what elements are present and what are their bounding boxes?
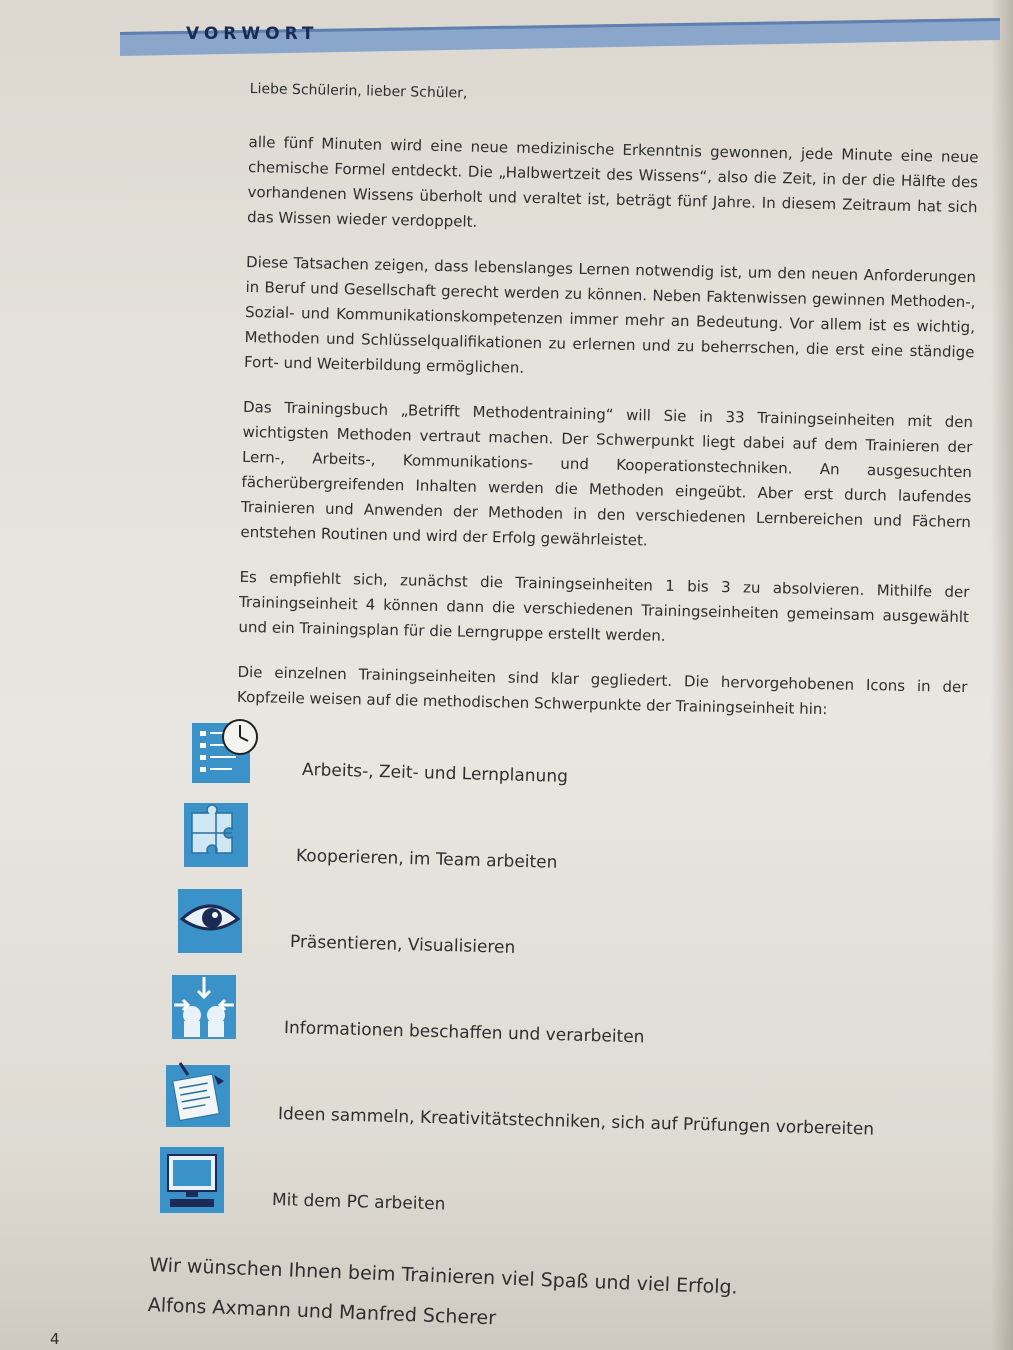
closing-block (147, 1250, 738, 1350)
page-edge-shadow (991, 0, 1013, 1350)
icon-label-planning: Arbeits-, Zeit- und Lernplanung (301, 760, 569, 787)
section-title: VORWORT (186, 24, 319, 44)
paragraph-2: Diese Tatsachen zeigen, dass lebenslanges Lernen notwendig ist, um den neuen Anforderungen in Beruf und Gesellschaft gerecht werden zu können. Neben Faktenwissen gewinnen Methoden-, Sozial- und Kommunikationskompetenzen immer mehr an Bedeutung. Vor allem ist es wichtig, Methoden und Schlüsselqualifikationen zu erlernen und zu beherrschen, die erst eine ständige Fort- und Weiterbildung ermöglichen. (243, 252, 977, 377)
eye-icon (178, 889, 242, 951)
icon-label-team: Kooperieren, im Team arbeiten (295, 846, 558, 873)
salutation: Liebe Schülerin, lieber Schüler, (249, 80, 468, 102)
arrows-heads-icon (172, 975, 236, 1037)
notes-pen-icon (166, 1061, 230, 1123)
paragraph-4: Es empfiehlt sich, zunächst die Trainingseinheiten 1 bis 3 zu absolvieren. Mithilfe der Trainingseinheit 4 können dann die verschiedenen Trainingseinheiten gemeinsam ausgewählt und ein Trainingsplan für die Lerngruppe erstellt werden. (238, 567, 970, 645)
paragraph-5: Die einzelnen Trainingseinheiten sind klar gegliedert. Die hervorgehobenen Icons in der Kopfzeile weisen auf die methodischen Schwerpunkte der Trainingseinheit hin: (236, 662, 968, 719)
icon-row-information (172, 974, 645, 1048)
icon-label-computer: Mit dem PC arbeiten (271, 1190, 446, 1215)
icon-label-presenting: Präsentieren, Visualisieren (289, 932, 516, 958)
icon-row-ideas (166, 1060, 875, 1140)
closing-authors: Alfons Axmann und Manfred Scherer (147, 1293, 497, 1330)
puzzle-icon (184, 803, 248, 865)
page-number: 4 (50, 1330, 60, 1348)
computer-icon (160, 1147, 224, 1209)
closing-wish: Wir wünschen Ihnen beim Trainieren viel Spaß und viel Erfolg. (149, 1253, 738, 1299)
icon-row-computer (160, 1146, 446, 1215)
icon-row-presenting (178, 888, 516, 958)
paragraph-1: alle fünf Minuten wird eine neue medizinische Erkenntnis gewonnen, jede Minute eine neue chemische Formel entdeckt. Die „Halbwertzeit des Wissens“, also die Zeit, in der die Hälfte des vorhandenen Wissens überholt und veraltet ist, beträgt fünf Jahre. In diesem Zeitraum hat sich das Wissen wieder verdoppelt. (246, 132, 979, 231)
icon-row-planning (190, 716, 569, 787)
checklist-clock-icon (190, 717, 254, 779)
icon-row-team (184, 802, 558, 873)
icon-label-information: Informationen beschaffen und verarbeiten (283, 1018, 645, 1048)
icon-label-ideas: Ideen sammeln, Kreativitätstechniken, sich auf Prüfungen vorbereiten (277, 1104, 875, 1140)
paragraph-3: Das Trainingsbuch „Betrifft Methodentraining“ will Sie in 33 Trainingseinheiten mit den wichtigsten Methoden vertraut machen. Der Schwerpunkt liegt dabei auf dem Trainieren der Lern-, Arbeits-, Kommunikations- und Kooperationstechniken. An ausgesuchten fächerübergreifenden Inhalten werden die Methoden eingeübt. Aber erst durch laufendes Trainieren und Anwenden der Methoden in den verschiedenen Lernbereichen und Fächern entstehen Routinen und wird der Erfolg gewährleistet. (240, 397, 974, 550)
section-header (120, 18, 1000, 56)
foreword-text (236, 78, 979, 745)
